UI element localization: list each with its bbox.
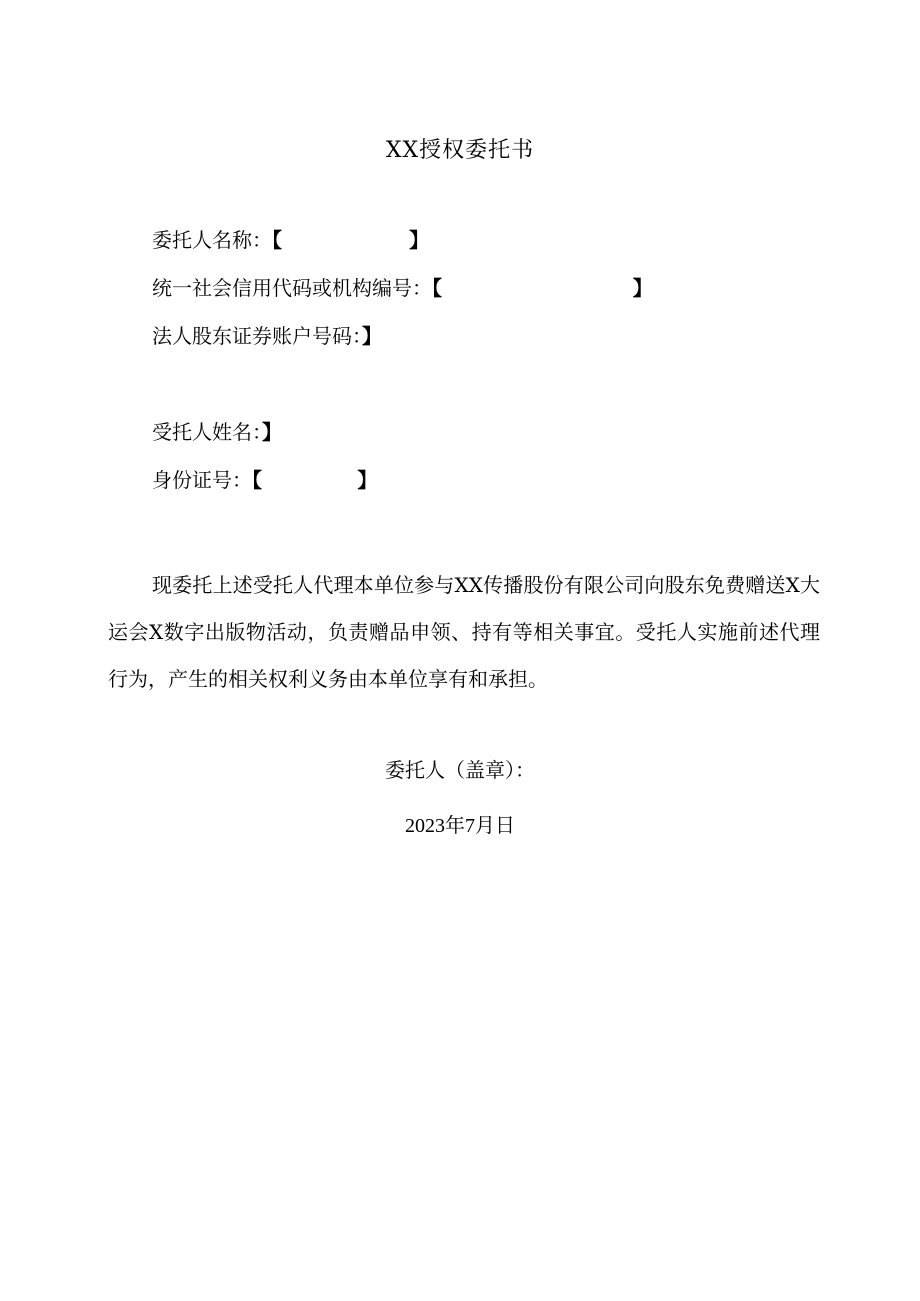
date-line: 2023年7月日 [405,815,515,837]
principal-account-label: 法人股东证券账户号码： [152,324,362,348]
signature-line: 委托人（盖章）： [385,758,535,782]
agent-id-label: 身份证号： [152,468,252,492]
agent-name-close-bracket: 】 [262,420,282,444]
authorization-paragraph [108,562,820,703]
principal-code-blank[interactable] [442,276,633,300]
agent-name-label: 受托人姓名： [152,420,262,444]
agent-id-blank[interactable] [262,468,357,492]
agent-name-line [152,418,282,446]
agent-id-line [152,466,377,494]
principal-code-label: 统一社会信用代码或机构编号： [152,276,432,300]
principal-name-label: 委托人名称： [152,228,272,252]
agent-id-open-bracket: 【 [252,468,262,492]
principal-code-close-bracket: 】 [632,276,653,300]
principal-code-line [152,274,653,302]
principal-account-close-bracket: 】 [362,324,382,348]
principal-code-open-bracket: 【 [432,276,442,300]
principal-name-close-bracket: 】 [409,228,430,252]
principal-name-line [152,226,429,254]
principal-name-blank[interactable] [282,228,409,252]
principal-account-line [152,322,382,350]
document-title: XX授权委托书 [385,138,535,163]
principal-name-open-bracket: 【 [272,228,282,252]
agent-id-close-bracket: 】 [357,468,378,492]
authorization-text: 现委托上述受托人代理本单位参与XX传播股份有限公司向股东免费赠送X大运会X数字出版物活动，负责赠品申领、持有等相关事宜。受托人实施前述代理行为，产生的相关权利义务由本单位享有和承担。 [108,573,820,691]
